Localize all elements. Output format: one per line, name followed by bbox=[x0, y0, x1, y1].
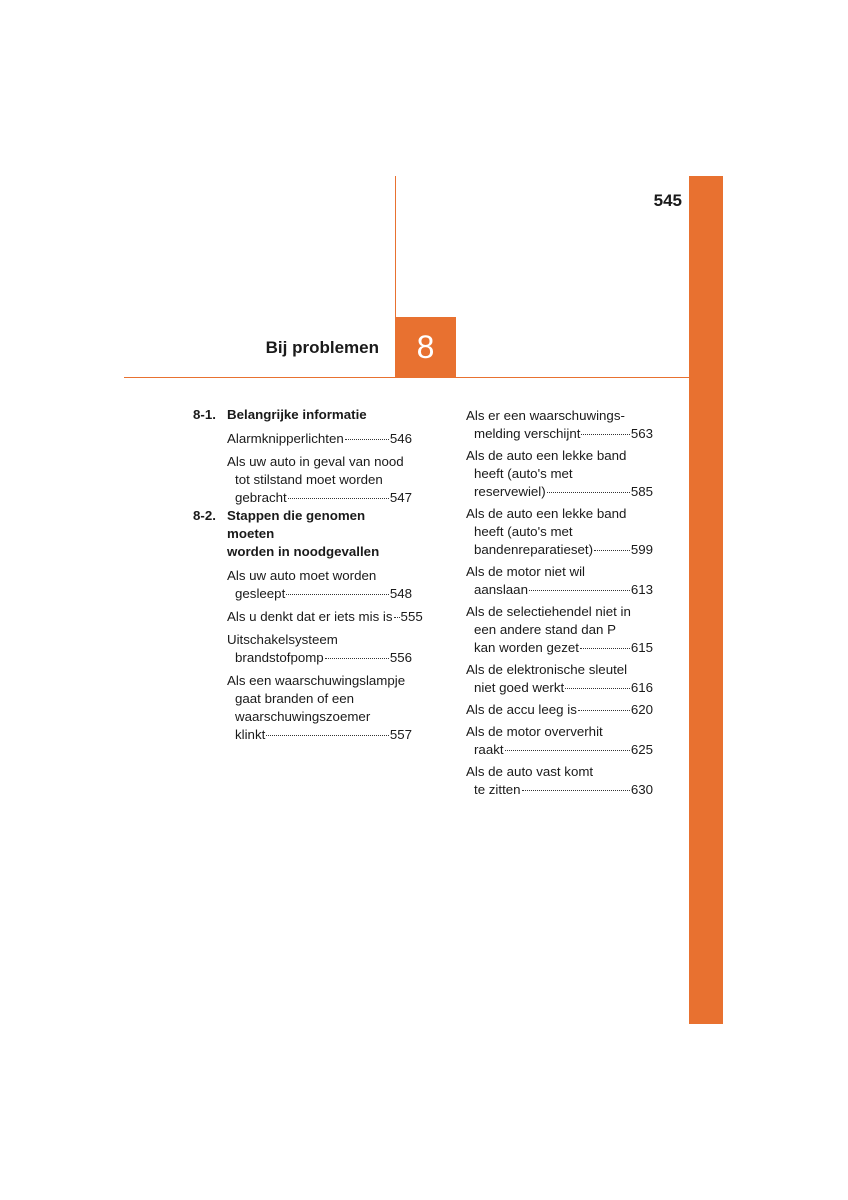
toc-entry-text: gebracht bbox=[235, 490, 287, 505]
toc-entry[interactable] bbox=[466, 407, 653, 443]
section-title bbox=[227, 406, 412, 424]
toc-entry-text: Als de motor oververhit bbox=[466, 724, 603, 739]
toc-entry-text: Als de selectiehendel niet in bbox=[466, 604, 631, 619]
chapter-title: Bij problemen bbox=[265, 338, 379, 357]
page-number: 545 bbox=[653, 191, 682, 210]
toc-entry-text: melding verschijnt bbox=[474, 426, 581, 441]
toc-page-number: 615 bbox=[630, 640, 653, 655]
dot-leader bbox=[288, 498, 389, 499]
toc-entry-text: Als er een waarschuwings- bbox=[466, 408, 625, 423]
toc-entry-text: Als uw auto in geval van nood bbox=[227, 454, 404, 469]
dot-leader bbox=[578, 710, 630, 711]
toc-entry-line bbox=[466, 661, 653, 679]
toc-page-number: 630 bbox=[630, 782, 653, 797]
toc-entry-line bbox=[466, 523, 653, 541]
section-title-line: worden in noodgevallen bbox=[227, 544, 380, 559]
toc-page-number: 563 bbox=[630, 426, 653, 441]
toc-entry-line bbox=[466, 763, 653, 781]
dot-leader bbox=[394, 617, 400, 618]
toc-entry-line bbox=[227, 690, 412, 708]
chapter-side-tab bbox=[689, 176, 723, 1024]
toc-entry-line bbox=[227, 726, 412, 744]
toc-page-number: 557 bbox=[389, 727, 412, 742]
section-number: 8-1. bbox=[193, 407, 216, 422]
toc-entry-text: niet goed werkt bbox=[474, 680, 565, 695]
toc-entry-line bbox=[227, 489, 412, 507]
toc-entry-text: gesleept bbox=[235, 586, 286, 601]
toc-page-number: 599 bbox=[630, 542, 653, 557]
toc-entry-line bbox=[227, 672, 412, 690]
toc-entry[interactable] bbox=[466, 563, 653, 599]
toc-entry[interactable] bbox=[466, 723, 653, 759]
toc-entry-text: Als de motor niet wil bbox=[466, 564, 585, 579]
toc-entry-line bbox=[466, 541, 653, 559]
toc-entry-line bbox=[466, 407, 653, 425]
toc-entry-text: brandstofpomp bbox=[235, 650, 324, 665]
toc-entry-text: kan worden gezet bbox=[474, 640, 579, 655]
toc-entry-text: heeft (auto's met bbox=[474, 466, 573, 481]
chapter-number: 8 bbox=[416, 328, 435, 365]
toc-page-number: 548 bbox=[389, 586, 412, 601]
dot-leader bbox=[580, 648, 630, 649]
toc-entry-text: raakt bbox=[474, 742, 504, 757]
dot-leader bbox=[565, 688, 630, 689]
toc-entry-text: Als de auto een lekke band bbox=[466, 448, 627, 463]
horizontal-rule bbox=[124, 377, 690, 378]
toc-entry[interactable] bbox=[227, 631, 412, 667]
toc-page-number: 546 bbox=[389, 431, 412, 446]
toc-entry-text: Als de auto een lekke band bbox=[466, 506, 627, 521]
toc-entry-line bbox=[227, 471, 412, 489]
toc-entry-line bbox=[227, 585, 412, 603]
section-title-line: Belangrijke informatie bbox=[227, 407, 367, 422]
toc-entry-text: te zitten bbox=[474, 782, 521, 797]
toc-entry-line bbox=[227, 608, 423, 626]
toc-page-number: 547 bbox=[389, 490, 412, 505]
toc-entry-text: Als een waarschuwingslampje bbox=[227, 673, 406, 688]
toc-entry[interactable] bbox=[466, 447, 653, 501]
toc-entry-line bbox=[466, 425, 653, 443]
toc-entry-line bbox=[466, 505, 653, 523]
dot-leader bbox=[547, 492, 630, 493]
toc-entry-line bbox=[466, 679, 653, 697]
toc-entry[interactable] bbox=[466, 603, 653, 657]
toc-entry-line bbox=[466, 621, 653, 639]
toc-entry-line bbox=[227, 631, 412, 649]
section-number: 8-2. bbox=[193, 508, 216, 523]
toc-entry-text: Als uw auto moet worden bbox=[227, 568, 377, 583]
toc-page-number: 613 bbox=[630, 582, 653, 597]
toc-entry-line bbox=[466, 483, 653, 501]
toc-section bbox=[193, 507, 412, 561]
toc-entry[interactable] bbox=[227, 608, 423, 626]
toc-entry[interactable] bbox=[227, 567, 412, 603]
toc-entry-text: klinkt bbox=[235, 727, 266, 742]
toc-entry[interactable] bbox=[466, 661, 653, 697]
dot-leader bbox=[581, 434, 629, 435]
toc-entry[interactable] bbox=[466, 763, 653, 799]
toc-entry-line bbox=[227, 430, 412, 448]
dot-leader bbox=[345, 439, 389, 440]
toc-entry-line bbox=[466, 741, 653, 759]
toc-entry[interactable] bbox=[466, 701, 653, 719]
toc-entry-line bbox=[466, 701, 653, 719]
toc-left-column bbox=[193, 406, 423, 744]
toc-entry-line bbox=[466, 639, 653, 657]
toc-entry-line bbox=[227, 708, 412, 726]
toc-entry-text: Alarmknipperlichten bbox=[227, 431, 344, 446]
toc-entry[interactable] bbox=[466, 505, 653, 559]
dot-leader bbox=[286, 594, 389, 595]
section-title-line: Stappen die genomen moeten bbox=[227, 508, 366, 541]
toc-page-number: 616 bbox=[630, 680, 653, 695]
toc-entry-line bbox=[466, 581, 653, 599]
toc-entry-line bbox=[466, 723, 653, 741]
dot-leader bbox=[505, 750, 630, 751]
toc-right-column bbox=[466, 407, 653, 799]
toc-entry-line bbox=[466, 781, 653, 799]
toc-entry-line bbox=[466, 563, 653, 581]
toc-entry-text: heeft (auto's met bbox=[474, 524, 573, 539]
toc-entry[interactable] bbox=[227, 672, 412, 744]
toc-entry-text: reservewiel) bbox=[474, 484, 546, 499]
dot-leader bbox=[594, 550, 630, 551]
toc-section-entries bbox=[193, 567, 423, 744]
toc-entry-text: gaat branden of een bbox=[235, 691, 355, 706]
toc-page-number: 585 bbox=[630, 484, 653, 499]
chapter-number-box bbox=[395, 317, 456, 377]
toc-entry-text: tot stilstand moet worden bbox=[235, 472, 383, 487]
toc-page-number: 625 bbox=[630, 742, 653, 757]
toc-page-number: 620 bbox=[630, 702, 653, 717]
toc-entry-line bbox=[466, 603, 653, 621]
toc-entry-line bbox=[227, 453, 412, 471]
toc-entry[interactable] bbox=[227, 453, 412, 507]
toc-entry-text: Als de elektronische sleutel bbox=[466, 662, 628, 677]
dot-leader bbox=[325, 658, 389, 659]
toc-entry-line bbox=[227, 567, 412, 585]
toc-entry-line bbox=[466, 447, 653, 465]
toc-section-entries bbox=[193, 430, 412, 507]
toc-section bbox=[193, 406, 412, 424]
dot-leader bbox=[266, 735, 389, 736]
section-title bbox=[227, 507, 412, 561]
vertical-rule bbox=[395, 176, 396, 319]
toc-entry-line bbox=[227, 649, 412, 667]
toc-entry-text: Als de accu leeg is bbox=[466, 702, 577, 717]
toc-entry-text: aanslaan bbox=[474, 582, 528, 597]
toc-entry[interactable] bbox=[227, 430, 412, 448]
toc-entry-text: waarschuwingszoemer bbox=[235, 709, 371, 724]
toc-entry-text: bandenreparatieset) bbox=[474, 542, 594, 557]
toc-entry-text: Als de auto vast komt bbox=[466, 764, 594, 779]
toc-entry-text: Uitschakelsysteem bbox=[227, 632, 338, 647]
dot-leader bbox=[529, 590, 630, 591]
toc-entry-text: een andere stand dan P bbox=[474, 622, 616, 637]
dot-leader bbox=[522, 790, 630, 791]
toc-page-number: 556 bbox=[389, 650, 412, 665]
toc-entry-line bbox=[466, 465, 653, 483]
toc-entry-text: Als u denkt dat er iets mis is bbox=[227, 609, 393, 624]
toc-page-number: 555 bbox=[400, 609, 423, 624]
